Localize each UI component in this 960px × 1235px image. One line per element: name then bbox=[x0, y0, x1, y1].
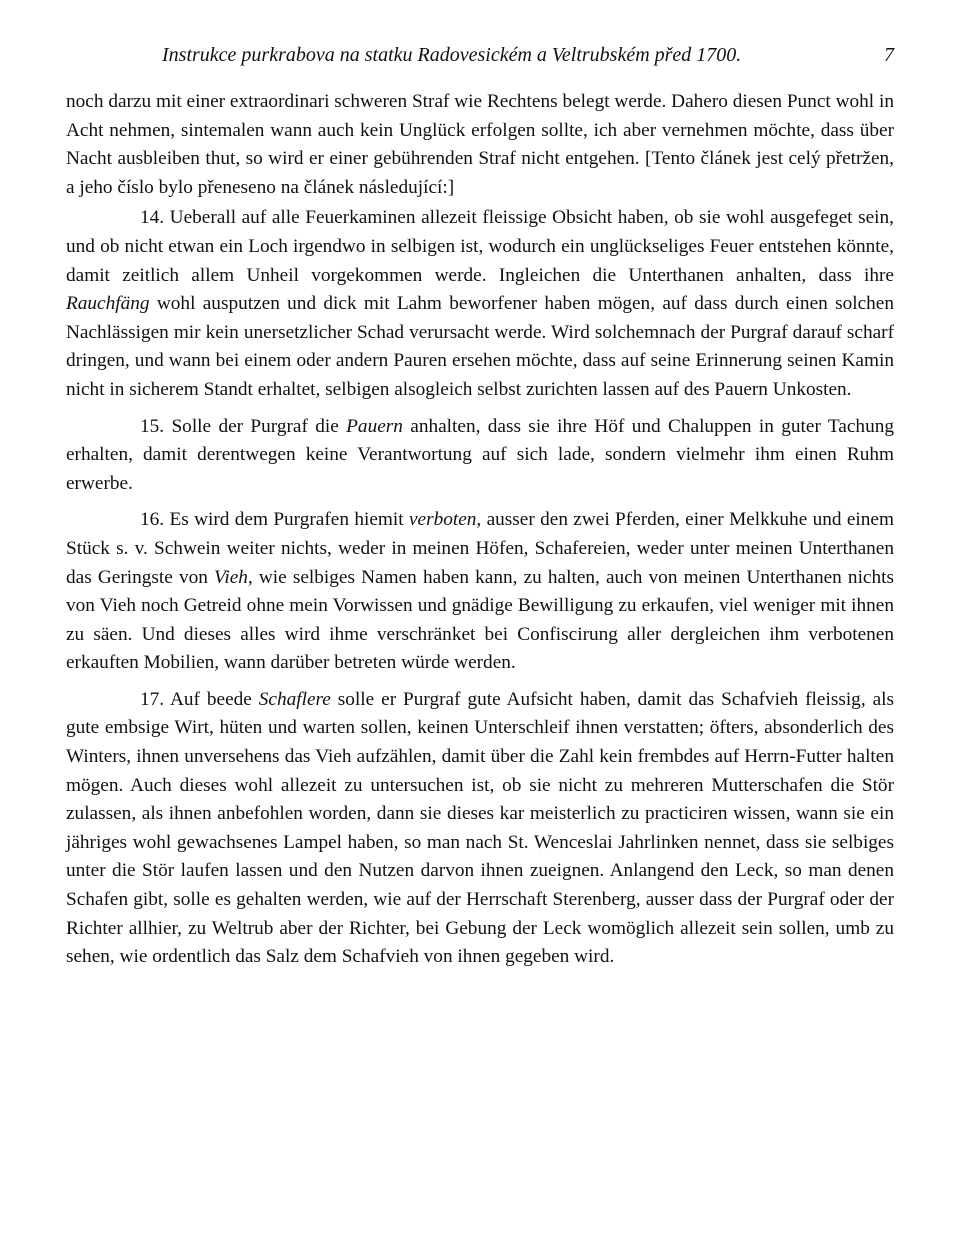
paragraph-14 bbox=[66, 204, 894, 404]
text-run: solle er Purgraf gute Aufsicht haben, damit das Schafvieh fleissig, als gute embsige Wirt, hüten und warten sollen, keinen Unterschleif ihnen verstatten; öfters, absonderlich des Winters, ihnen unversehens das Vieh aufzählen, damit über die Zahl kein frembdes auf Herrn-Futter halten mögen. Auch dieses wohl allezeit zu untersuchen ist, ob sie nicht zu mehreren Mutterschafen die Stör zulassen, als ihnen anbefohlen worden, dann sie dieses kar meisterlich zu practiciren wissen, wann sie ein jähriges wohl gewachsenes Lampel haben, so man nach St. Wenceslai Jahrlinken nennet, dass sie selbiges unter die Stör laufen lassen und den Nutzen darvon ihnen zueignen. Anlangend den Leck, so man denen Schafen gibt, solle es gehalten werden, wie auf der Herrschaft Sterenberg, ausser dass der Purgraf oder der Richter allhier, zu Weltrub aber der Richter, bei Gebung der Leck womöglich allezeit sein sollen, umb zu sehen, wie ordentlich das Salz dem Schafvieh von ihnen gegeben wird. bbox=[66, 688, 894, 968]
text-run: 14. Ueberall auf alle Feuerkaminen allezeit fleissige Obsicht haben, ob sie wohl ausgefeget sein, und ob nicht etwan ein Loch irgendwo in selbigen ist, wodurch ein unglückseliges Feuer entstehen könnte, damit zeitlich allem Unheil vorgekommen werde. Ingleichen die Unterthanen anhalten, dass ihre bbox=[66, 207, 894, 286]
text-run: , wie selbiges Namen haben kann, zu halten, auch von meinen Unterthanen nichts von Vieh noch Getreid ohne mein Vorwissen und gnädige Bewilligung zu erkaufen, viel weniger mit ihnen zu säen. Und dieses alles wird ihme verschränket bei Confiscirung aller dergleichen ihm verbotenen erkauften Mobilien, wann darüber betreten würde werden. bbox=[66, 566, 894, 674]
running-head bbox=[66, 40, 894, 70]
paragraph-17 bbox=[66, 686, 894, 972]
paragraph-continuation bbox=[66, 88, 894, 202]
emphasis-term: Vieh bbox=[214, 566, 248, 588]
running-title: Instrukce purkrabova na statku Radovesickém a Veltrubském před 1700. bbox=[162, 44, 742, 66]
paragraph-15 bbox=[66, 413, 894, 499]
text-run: 16. Es wird dem Purgrafen hiemit bbox=[140, 509, 409, 531]
emphasis-term: Schaflere bbox=[258, 688, 331, 710]
text-run: , ausser den zwei Pferden, einer Melkkuhe und einem Stück s. v. Schwein weiter nichts, weder in meinen Höfen, Schafereien, weder unter meinen Unterthanen das Geringste von bbox=[66, 509, 894, 588]
text-run: 17. Auf beede bbox=[140, 688, 259, 710]
text-run: 15. Solle der Purgraf die bbox=[140, 415, 347, 437]
emphasis-term: verboten bbox=[408, 509, 477, 531]
text-run: noch darzu mit einer extraordinari schweren Straf wie Rechtens belegt werde. Dahero diesen Punct wohl in Acht nehmen, sintemalen wann auch kein Unglück erfolgen sollte, ich aber vernehmen möchte, dass über Nacht ausbleiben thut, so wird er einer gebührenden Straf nicht entgehen. [Tento článek jest celý přetržen, a jeho číslo bylo přeneseno na článek následující:] bbox=[66, 91, 894, 198]
text-run: anhalten, dass sie ihre Höf und Chaluppen in guter Tachung erhalten, damit derentwegen keine Verantwortung auf sich lade, sondern vielmehr ihm einen Ruhm erwerbe. bbox=[66, 415, 894, 494]
page-number: 7 bbox=[884, 44, 894, 66]
body-text bbox=[66, 88, 894, 972]
document-page bbox=[66, 40, 894, 972]
text-run: wohl ausputzen und dick mit Lahm beworfener haben mögen, auf dass durch einen solchen Nachlässigen mir kein unersetzlicher Schad verursacht werde. Wird solchemnach der Purgraf darauf scharf dringen, und wann bei einem oder andern Pauren ersehen möchte, dass auf seine Erinnerung seinen Kamin nicht in sicherem Standt erhaltet, selbigen alsogleich selbst zurichten lassen auf des Pauern Unkosten. bbox=[66, 293, 894, 400]
emphasis-term: Pauern bbox=[346, 415, 403, 437]
paragraph-16 bbox=[66, 506, 894, 678]
emphasis-term: Rauchfäng bbox=[66, 293, 150, 315]
